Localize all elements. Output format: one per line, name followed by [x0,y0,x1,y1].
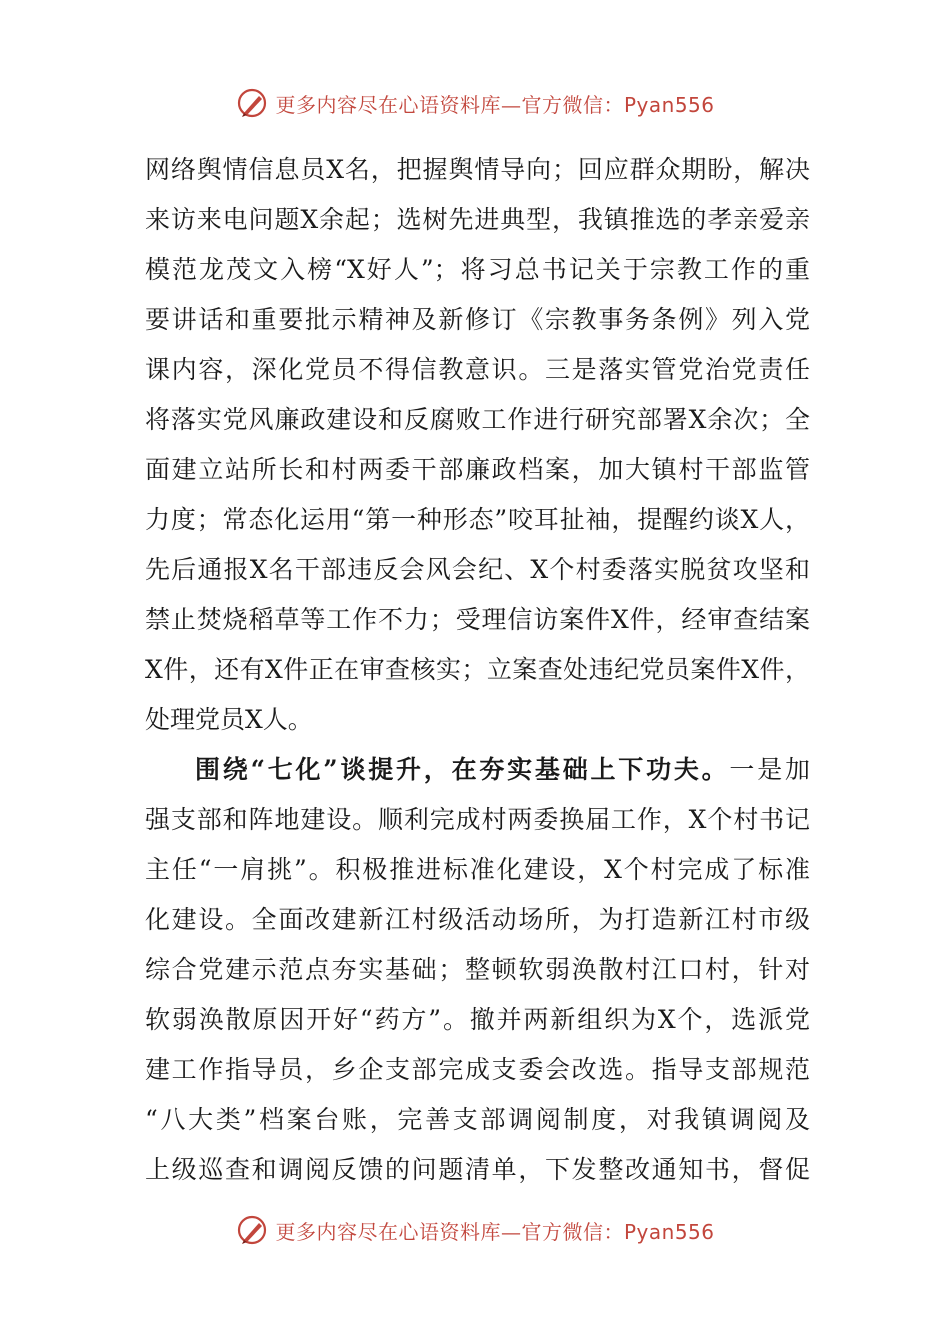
text-line: 模范龙茂文入榜“X好人”；将习总书记关于宗教工作的重 [145,255,810,284]
text-line: 先后通报X名干部违反会风会纪、X个村委落实脱贫攻坚和 [145,555,810,584]
text-line: 将落实党风廉政建设和反腐败工作进行研究部署X余次；全 [145,405,810,434]
text-line: 上级巡查和调阅反馈的问题清单，下发整改通知书，督促 [145,1155,810,1184]
text-line: X件，还有X件正在审查核实；立案查处违纪党员案件X件， [145,655,810,684]
text-line: 建工作指导员，乡企支部完成支委会改选。指导支部规范 [145,1055,810,1084]
body-text [145,145,810,1195]
text-span: 一是加 [729,755,810,784]
text-line: 禁止焚烧稻草等工作不力；受理信访案件X件，经审查结案 [145,605,810,634]
text-line: 课内容，深化党员不得信教意识。三是落实管党治党责任 [145,355,810,384]
header-watermark [0,83,950,123]
text-line: 处理党员X人。 [145,705,313,734]
text-line: 面建立站所长和村两委干部廉政档案，加大镇村干部监管 [145,455,810,484]
text-line: 力度；常态化运用“第一种形态”咬耳扯袖，提醒约谈X人， [145,505,810,534]
text-line: 化建设。全面改建新江村级活动场所，为打造新江村市级 [145,905,810,934]
text-line: 网络舆情信息员X名，把握舆情导向；回应群众期盼，解决 [145,155,810,184]
footer-watermark [0,1210,950,1250]
paragraph-heading: 围绕“七化”谈提升，在夯实基础上下功夫。 [195,755,730,784]
watermark-text: 更多内容尽在心语资料库—官方微信：Pyan556 [275,92,715,117]
text-line: 软弱涣散原因开好“药方”。撤并两新组织为X个，选派党 [145,1005,810,1034]
text-line: 综合党建示范点夯实基础；整顿软弱涣散村江口村，针对 [145,955,810,984]
pen-logo-icon [235,86,269,120]
pen-logo-icon [235,1213,269,1247]
text-line: 要讲话和重要批示精神及新修订《宗教事务条例》列入党 [145,305,810,334]
paragraph-first-line [145,745,810,795]
watermark-text: 更多内容尽在心语资料库—官方微信：Pyan556 [275,1219,715,1244]
text-line: 强支部和阵地建设。顺利完成村两委换届工作，X个村书记 [145,805,810,834]
text-line: 主任“一肩挑”。积极推进标准化建设，X个村完成了标准 [145,855,810,884]
text-line: “八大类”档案台账，完善支部调阅制度，对我镇调阅及 [145,1105,810,1134]
text-line: 来访来电问题X余起；选树先进典型，我镇推选的孝亲爱亲 [145,205,810,234]
